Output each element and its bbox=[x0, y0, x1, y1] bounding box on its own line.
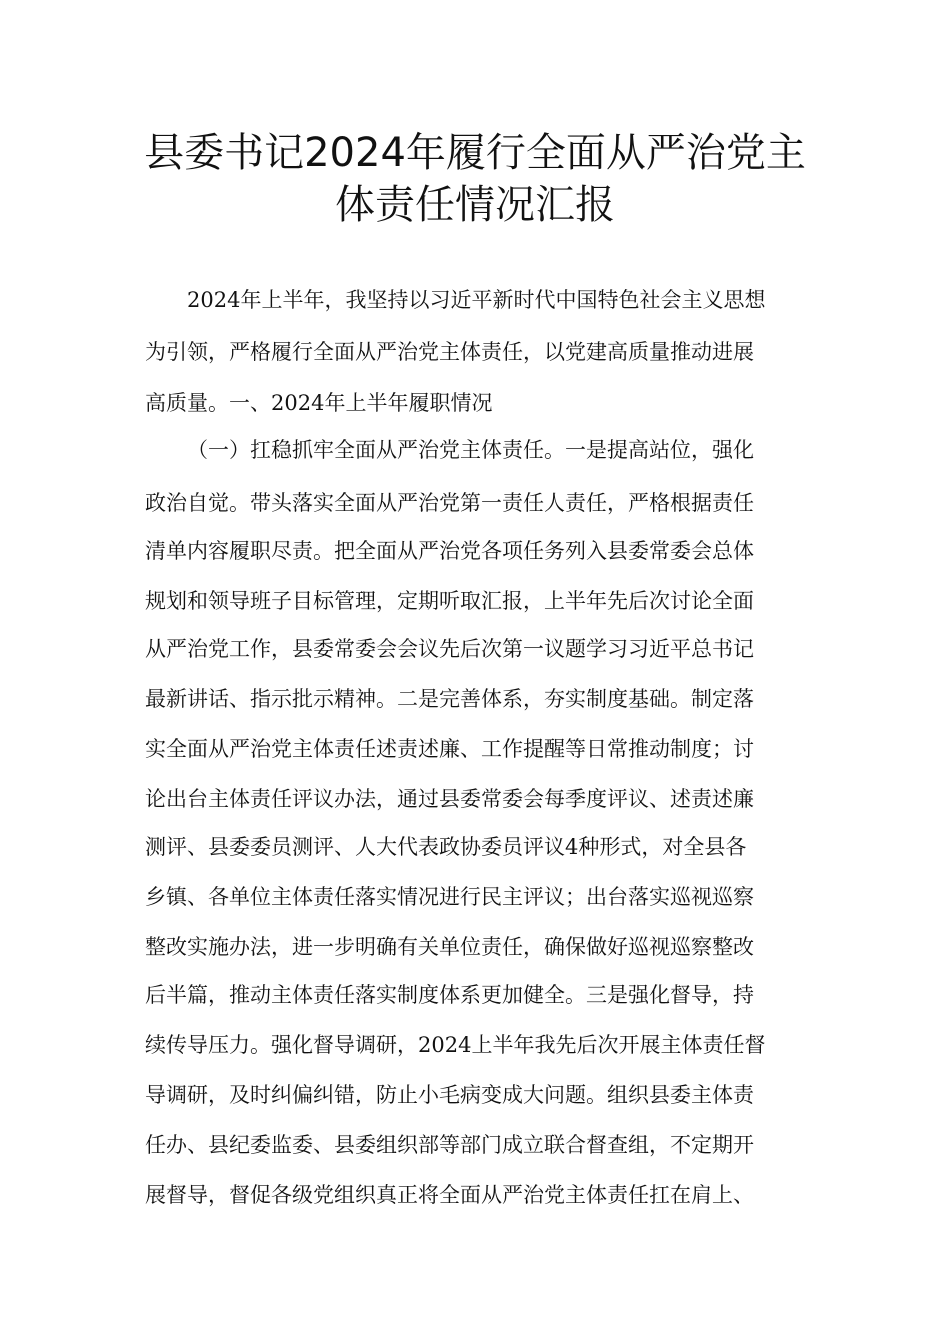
body-line: 高质量。一、2024年上半年履职情况 bbox=[145, 391, 493, 415]
body-line: 为引领，严格履行全面从严治党主体责任，以党建高质量推动进展 bbox=[145, 340, 754, 364]
document-title-line-2: 体责任情况汇报 bbox=[335, 182, 615, 228]
body-line: 规划和领导班子目标管理，定期听取汇报，上半年先后次讨论全面 bbox=[145, 589, 754, 613]
document-title-line-1: 县委书记2024年履行全面从严治党主 bbox=[144, 130, 806, 176]
body-line: 续传导压力。强化督导调研，2024上半年我先后次开展主体责任督 bbox=[145, 1033, 766, 1057]
body-line: 测评、县委委员测评、人大代表政协委员评议4种形式，对全县各 bbox=[145, 835, 747, 859]
body-line: 乡镇、各单位主体责任落实情况进行民主评议；出台落实巡视巡察 bbox=[145, 885, 754, 909]
body-line: 政治自觉。带头落实全面从严治党第一责任人责任，严格根据责任 bbox=[145, 491, 754, 515]
body-line: 后半篇，推动主体责任落实制度体系更加健全。三是强化督导，持 bbox=[145, 983, 754, 1007]
body-line: 从严治党工作，县委常委会会议先后次第一议题学习习近平总书记 bbox=[145, 637, 754, 661]
body-line: 2024年上半年，我坚持以习近平新时代中国特色社会主义思想 bbox=[187, 288, 766, 312]
body-line: 展督导，督促各级党组织真正将全面从严治党主体责任扛在肩上、 bbox=[145, 1183, 754, 1207]
body-line: 论出台主体责任评议办法，通过县委常委会每季度评议、述责述廉 bbox=[145, 787, 754, 811]
body-line: 清单内容履职尽责。把全面从严治党各项任务列入县委常委会总体 bbox=[145, 539, 754, 563]
body-line: （一）扛稳抓牢全面从严治党主体责任。一是提高站位，强化 bbox=[187, 438, 754, 462]
body-line: 最新讲话、指示批示精神。二是完善体系，夯实制度基础。制定落 bbox=[145, 687, 754, 711]
body-line: 实全面从严治党主体责任述责述廉、工作提醒等日常推动制度；讨 bbox=[145, 737, 754, 761]
body-line: 整改实施办法，进一步明确有关单位责任，确保做好巡视巡察整改 bbox=[145, 935, 754, 959]
body-line: 导调研，及时纠偏纠错，防止小毛病变成大问题。组织县委主体责 bbox=[145, 1083, 754, 1107]
body-line: 任办、县纪委监委、县委组织部等部门成立联合督查组，不定期开 bbox=[145, 1133, 754, 1157]
